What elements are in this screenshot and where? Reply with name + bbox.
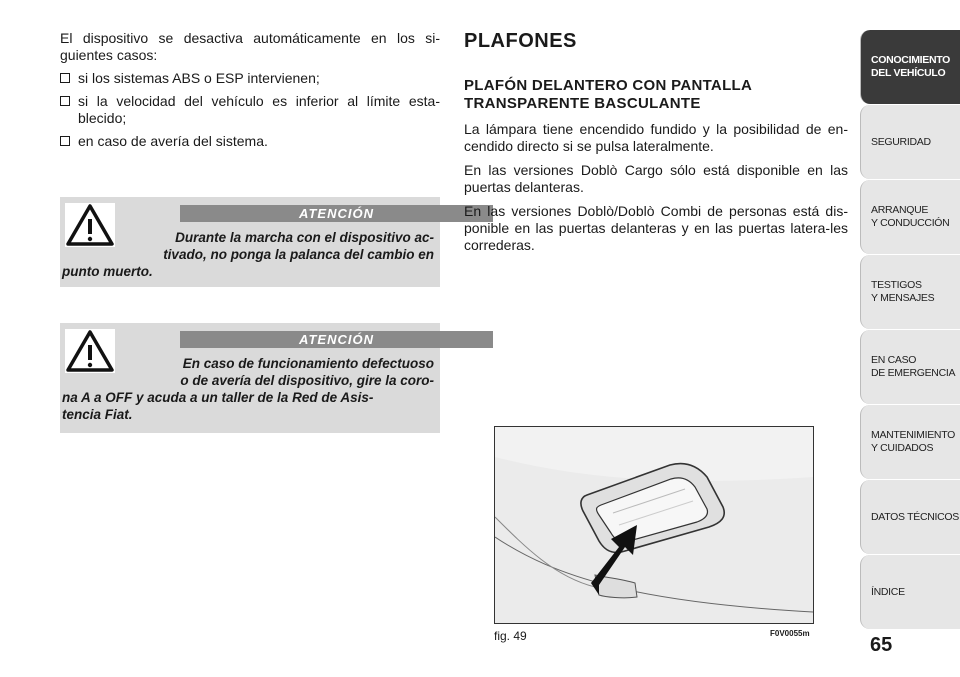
tab-indice[interactable]: ÍNDICE: [860, 555, 960, 629]
figure-ceiling-light: [494, 426, 814, 624]
warning-triangle-icon: [65, 329, 115, 373]
warning-text-line: o de avería del dispositivo, gire la coro-: [180, 373, 434, 388]
paragraph: En las versiones Doblò Cargo sólo está disponible en las puertas delanteras.: [464, 162, 848, 195]
paragraph: La lámpara tiene encendido fundido y la posibilidad de en-cendido directo si se pulsa lateralmente.: [464, 121, 848, 154]
checkbox-bullet-icon: [60, 136, 70, 146]
list-item: si los sistemas ABS o ESP intervienen;: [60, 70, 440, 87]
condition-list: [60, 70, 440, 150]
tab-seguridad[interactable]: SEGURIDAD: [860, 105, 960, 179]
tab-mantenimiento-y-cuidados[interactable]: MANTENIMIENTO Y CUIDADOS: [860, 405, 960, 479]
page-number: 65: [870, 634, 893, 656]
paragraph: En las versiones Doblò/Doblò Combi de personas está dis-ponible en las puertas delanteras y en las puertas latera-les correderas.: [464, 203, 848, 253]
list-item: si la velocidad del vehículo es inferior al límite esta-blecido;: [60, 93, 440, 127]
warning-text-line: tencia Fiat.: [62, 407, 133, 422]
warning-text-line: En caso de funcionamiento defectuoso: [182, 356, 434, 371]
warning-box-2: [60, 323, 440, 433]
tab-conocimiento-del-vehiculo[interactable]: CONOCIMIENTO DEL VEHÍCULO: [860, 30, 960, 104]
warning-heading: ATENCIÓN: [180, 205, 493, 222]
tab-testigos-y-mensajes[interactable]: TESTIGOS Y MENSAJES: [860, 255, 960, 329]
right-column: [464, 30, 848, 261]
tab-en-caso-de-emergencia[interactable]: EN CASO DE EMERGENCIA: [860, 330, 960, 404]
warning-triangle-icon: [65, 203, 115, 247]
warning-box-1: [60, 197, 440, 287]
left-column: [60, 30, 440, 156]
warning-text-line: tivado, no ponga la palanca del cambio en: [163, 247, 434, 262]
intro-text: El dispositivo se desactiva automáticamente en los si-guientes casos:: [60, 30, 440, 63]
checkbox-bullet-icon: [60, 96, 70, 106]
figure-code: F0V0055m: [770, 629, 810, 638]
checkbox-bullet-icon: [60, 73, 70, 83]
figure-caption: fig. 49: [494, 629, 527, 643]
section-title: PLAFONES: [464, 30, 577, 52]
tab-datos-tecnicos[interactable]: DATOS TÉCNICOS: [860, 480, 960, 554]
tab-arranque-y-conduccion[interactable]: ARRANQUE Y CONDUCCIÓN: [860, 180, 960, 254]
ceiling-light-illustration: [495, 427, 813, 623]
warning-text-line: Durante la marcha con el dispositivo ac-: [175, 230, 434, 245]
chapter-tabs: [860, 30, 960, 630]
section-subtitle: PLAFÓN DELANTERO CON PANTALLA TRANSPARENTE BASCULANTE: [464, 77, 752, 112]
warning-heading: ATENCIÓN: [180, 331, 493, 348]
list-item: en caso de avería del sistema.: [60, 133, 440, 150]
warning-text-line: punto muerto.: [62, 264, 153, 279]
warning-text-line: na A a OFF y acuda a un taller de la Red de Asis-: [62, 390, 374, 405]
